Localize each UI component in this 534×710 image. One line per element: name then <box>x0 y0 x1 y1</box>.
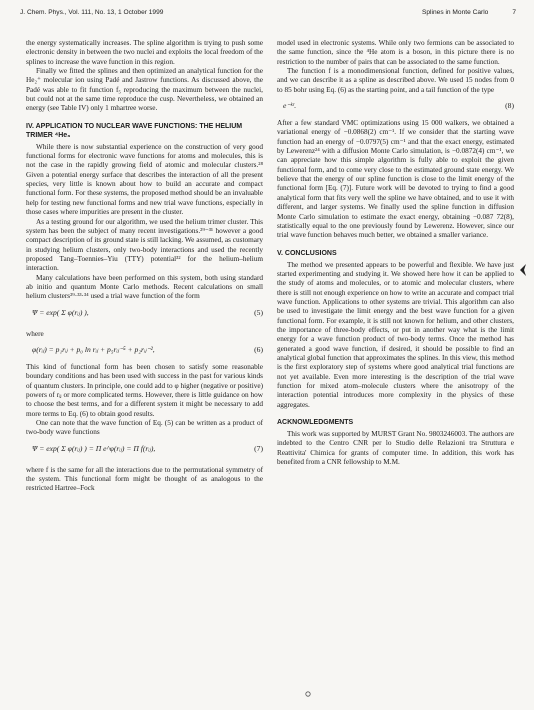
paragraph: While there is now substantial experience on the construction of very good functional forms for electronic wave functions for atoms and molecules, this is not the case in the rapidly growing field of atomic and molecular clusters.²⁸ Given a potential energy surface that describes the interaction of all the present species, very little is known about how to build an accurate and compact functional form. For these systems, the proposed method should be an invaluable help for testing new functional forms and new trial wave functions, especially in those cases where impurities are present in the cluster. <box>26 142 263 217</box>
section-heading: V. CONCLUSIONS <box>277 249 337 257</box>
scan-mark-icon <box>304 690 312 698</box>
journal-citation: J. Chem. Phys., Vol. 111, No. 13, 1 October 1999 <box>20 9 164 16</box>
equation-body: φ(rᵢⱼ) = p₁rᵢⱼ + p₀ ln rᵢⱼ + p₅rᵢⱼ⁻⁵ + p₂rᵢⱼ⁻², <box>32 344 155 354</box>
paragraph: The method we presented appears to be powerful and flexible. We have just started experimenting and studying it. We showed here how it can be applied to the study of atoms and molecules, or to atomic and molecular clusters, where there is still not enough experience on how to write an accurate and compact trial wave function. Applications to other systems are trivial. This algorithm can also be used to investigate the limit energy and the best wave function for a given functional form. For example, it is still not known for helium, and other clusters, the importance of three-body effects, or put in another way what is the limit energy for a wave function product of two-body terms. Once the method has generated a good wave function, if desired, it should be possible to find an analytical global function that approximates the splines. In this view, this method is the first exploratory step of systems where good analytical trial functions are not yet available. Even more interesting is the description of the trial wave function for mixed atom–molecule clusters where the anisotropy of the interaction potential introduces more complexity in the physics of these aggregates. <box>277 260 514 409</box>
paragraph: One can note that the wave function of Eq. (5) can be written as a product of two-body wave functions <box>26 419 263 437</box>
equation-number: (5) <box>254 307 263 317</box>
equation-6 <box>26 342 263 360</box>
equation-number: (6) <box>254 344 263 354</box>
paragraph: where <box>26 329 44 338</box>
paragraph: The function f is a monodimensional function, defined for positive values, and we can describe it as a spline as described above. We used 15 nodes from 0 to 85 bohr using Eq. (6) as the starting point, and a tail function of the type <box>277 67 514 94</box>
paragraph: This kind of functional form has been chosen to satisfy some reasonable boundary conditions and has been used with success in the past for various kinds of quantum clusters. In principle, one could add to φ higher (negative or positive) powers of rᵢⱼ or more complicated terms. However, there is little guidance on how to choose the best terms, and for a different system it might be necessary to add more terms to Eq. (6) to obtain good results. <box>26 362 263 418</box>
equation-5 <box>26 305 263 327</box>
equation-body: Ψ = exp( Σ φ(rᵢⱼ) ) = Π e^φ(rᵢⱼ) = Π f(rᵢⱼ), <box>32 443 156 453</box>
equation-7 <box>26 441 263 463</box>
paragraph: where f is the same for all the interactions due to the permutational symmetry of the system. This functional form might be thought of as analogous to the restricted Hartree–Fock <box>26 465 263 493</box>
section-heading: ACKNOWLEDGMENTS <box>277 419 354 427</box>
equation-8 <box>277 98 514 116</box>
paragraph: the energy systematically increases. The spline algorithm is trying to push some electronic density in between the two nuclei and exploits the local freedom of the splines to increase the wave function in this region. <box>26 39 263 66</box>
paragraph: Many calculations have been performed on this system, both using standard ab initio and quantum Monte Carlo methods. Recent calculations on small helium clusters²⁹·³³·³⁴ used a trial wave function of the form <box>26 273 263 301</box>
paragraph: model used in electronic systems. While only two fermions can be associated to the same function, since the ⁴He atom is a boson, in this picture there is no restriction to the number of pairs that can be associated to the same function. <box>277 39 514 66</box>
section-heading: IV. APPLICATION TO NUCLEAR WAVE FUNCTIONS: THE HELIUM TRIMER ⁴He₃ <box>26 122 243 139</box>
equation-body: Ψ = exp( Σ φ(rᵢⱼ) ), <box>32 307 89 317</box>
page-number: 7 <box>512 9 516 16</box>
right-column <box>277 39 514 467</box>
running-title: Splines in Monte Carlo <box>421 9 489 16</box>
running-head <box>422 9 516 16</box>
equation-number: (8) <box>505 101 514 111</box>
equation-body: e⁻ᵏʳ. <box>283 101 297 111</box>
paragraph: As a testing ground for our algorithm, we used the helium trimer cluster. This system has been the subject of many recent investigations.²⁹⁻³¹ however a good compact description of its ground state is still lacking. We assumed, as customary in studying helium clusters, only two-body interactions and used the recently proposed Tang–Toennies–Yiu (TTY) potential³² for the helium–helium interaction. <box>26 217 263 273</box>
margin-arrow-icon <box>519 263 527 277</box>
paragraph: After a few standard VMC optimizations using 15 000 walkers, we obtained a variational energy of −0.0868(2) cm⁻¹. If we consider that the starting wave function had an energy of −0.0797(5) cm⁻¹ and that the exact energy, estimated by Lewerenz²⁴ with a diffusion Monte Carlo simulation, is −0.0872(4) cm⁻¹, we can appreciate how this simple algorithm is fully able to exploit the given functional form, and to come very close to the estimated ground state energy. We believe that the energy of our spline function is close to the limit energy of the functional form [Eq. (7)]. Future work will be devoted to trying to find a good analytical form that fits very well the spline we have obtained, and to use it with different, and larger systems. We finally used the spline function in diffusion Monte Carlo simulation to estimate the exact energy, obtaining −0.087 72(8), statistically equal to the one previously found by Lewerenz. However, since our trial wave function behaves much better, we obtained a smaller variance. <box>277 119 514 240</box>
paragraph: Finally we fitted the splines and then optimized an analytical function for the He₂⁺ molecular ion using Padé and Jastrow functions. As discussed above, the Padé was able to fit function f₅ reproducing the maximum between the nuclei, but could not at the same time reproduce the cusp. Nevertheless, we obtained an energy (see Table IV) only 1 mhartree worse. <box>26 67 263 113</box>
equation-number: (7) <box>254 443 263 453</box>
left-column <box>26 39 263 494</box>
paragraph: This work was supported by MURST Grant No. 9803246003. The authors are indebted to the Centro CNR per lo Studio delle Relazioni tra Struttura e Reattivita' Chimica for grants of computer time. In addition, this work has benefited from a CNR fellowship to M.M. <box>277 430 514 467</box>
